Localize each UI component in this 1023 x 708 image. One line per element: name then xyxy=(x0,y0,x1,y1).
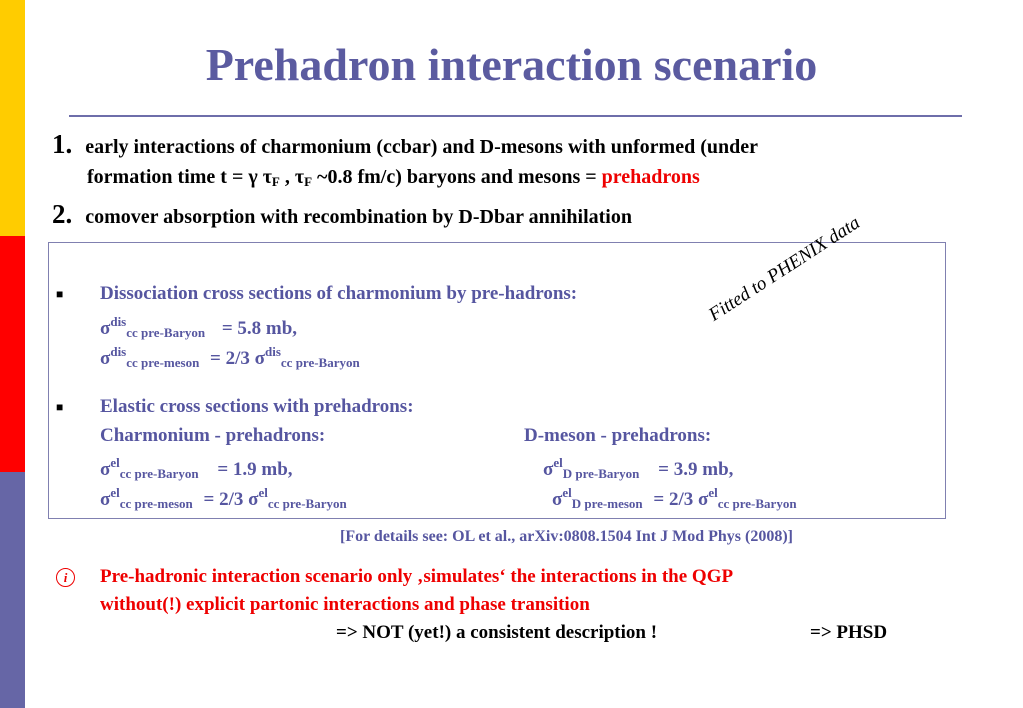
sigma-sub: cc pre-meson xyxy=(126,355,200,370)
bullet2-col2-header: D-meson - prehadrons: xyxy=(524,425,712,446)
note-line2: without(!) explicit partonic interactions and phase transition xyxy=(100,594,590,615)
sigma-value: = 3.9 mb, xyxy=(658,459,734,480)
sigma-sub: cc pre-Baryon xyxy=(717,496,797,511)
bullet2-col1-header: Charmonium - prehadrons: xyxy=(100,425,326,446)
item1-line2 xyxy=(87,166,700,190)
sigma-sub: cc pre-Baryon xyxy=(119,466,199,481)
sigma-sup: dis xyxy=(110,314,127,329)
bullet-marker-1: ■ xyxy=(56,287,64,301)
item2-number: 2. xyxy=(52,199,73,229)
bullet2-heading: Elastic cross sections with prehadrons: xyxy=(100,396,414,417)
item1-number: 1. xyxy=(52,129,73,159)
page-title: Prehadron interaction scenario xyxy=(205,39,818,90)
item1-sub-f1: F xyxy=(271,174,280,189)
title-rule xyxy=(69,115,962,117)
bullet2-c1-line1 xyxy=(100,455,293,482)
item2-line xyxy=(52,199,632,230)
item1-text-b: formation time t = γ τ xyxy=(87,166,272,188)
item1-text-a: early interactions of charmonium (ccbar) and D-mesons with unformed (under xyxy=(85,136,758,158)
sigma-symbol: σ xyxy=(552,489,563,510)
bullet2-c2-line2 xyxy=(552,485,797,512)
sigma-sup: el xyxy=(110,485,120,500)
sigma-value: = 5.8 mb, xyxy=(221,318,298,339)
sigma-value: = 2/3 σ xyxy=(210,348,265,369)
item1-text-d: ~0.8 fm/c) baryons and mesons = xyxy=(312,166,602,188)
sigma-sup: el xyxy=(553,455,563,470)
note-line3a: => NOT (yet!) a consistent description ! xyxy=(336,622,658,643)
sigma-sup: el xyxy=(562,485,572,500)
note-line3b: => PHSD xyxy=(810,622,888,643)
sigma-sub: cc pre-Baryon xyxy=(280,355,360,370)
sigma-sup: el xyxy=(258,485,268,500)
left-stripe-red xyxy=(0,236,25,472)
sigma-sub: cc pre-Baryon xyxy=(267,496,347,511)
item1-line1 xyxy=(52,129,758,160)
sigma-value: = 2/3 σ xyxy=(203,489,259,510)
sigma-symbol: σ xyxy=(543,459,554,480)
sigma-sub: D pre-Baryon xyxy=(562,466,640,481)
item1-sub-f2: F xyxy=(304,174,313,189)
reference-citation: [For details see: OL et al., arXiv:0808.1504 Int J Mod Phys (2008)] xyxy=(340,528,793,545)
sigma-sup: dis xyxy=(110,344,127,359)
bullet-marker-2: ■ xyxy=(56,400,64,414)
note-line1: Pre-hadronic interaction scenario only ‚simulates‘ the interactions in the QGP xyxy=(100,566,734,587)
bullet2-c1-line2 xyxy=(100,485,347,512)
sigma-value: = 1.9 mb, xyxy=(217,459,293,480)
item1-highlight: prehadrons xyxy=(601,166,700,188)
bullet1-line2 xyxy=(100,344,360,371)
sigma-symbol: σ xyxy=(100,459,111,480)
sigma-symbol: σ xyxy=(100,348,111,369)
left-stripe-blue xyxy=(0,472,25,708)
left-stripe-yellow xyxy=(0,0,25,236)
info-icon: i xyxy=(56,568,75,587)
fitted-note: Fitted to PHENIX data xyxy=(705,212,864,326)
sigma-sup: el xyxy=(110,455,120,470)
sigma-symbol: σ xyxy=(100,318,111,339)
sigma-value: = 2/3 σ xyxy=(653,489,709,510)
bullet2-c2-line1 xyxy=(543,455,733,482)
sigma-sup: dis xyxy=(265,344,281,359)
bullet1-line1 xyxy=(100,314,297,341)
sigma-sup: el xyxy=(708,485,718,500)
sigma-sub: cc pre-Baryon xyxy=(126,325,206,340)
item2-text: comover absorption with recombination by D-Dbar annihilation xyxy=(85,206,632,228)
sigma-sub: cc pre-meson xyxy=(119,496,193,511)
sigma-symbol: σ xyxy=(100,489,111,510)
item1-text-c: , τ xyxy=(279,166,305,188)
bullet1-heading: Dissociation cross sections of charmonium by pre-hadrons: xyxy=(100,283,578,304)
sigma-sub: D pre-meson xyxy=(571,496,643,511)
